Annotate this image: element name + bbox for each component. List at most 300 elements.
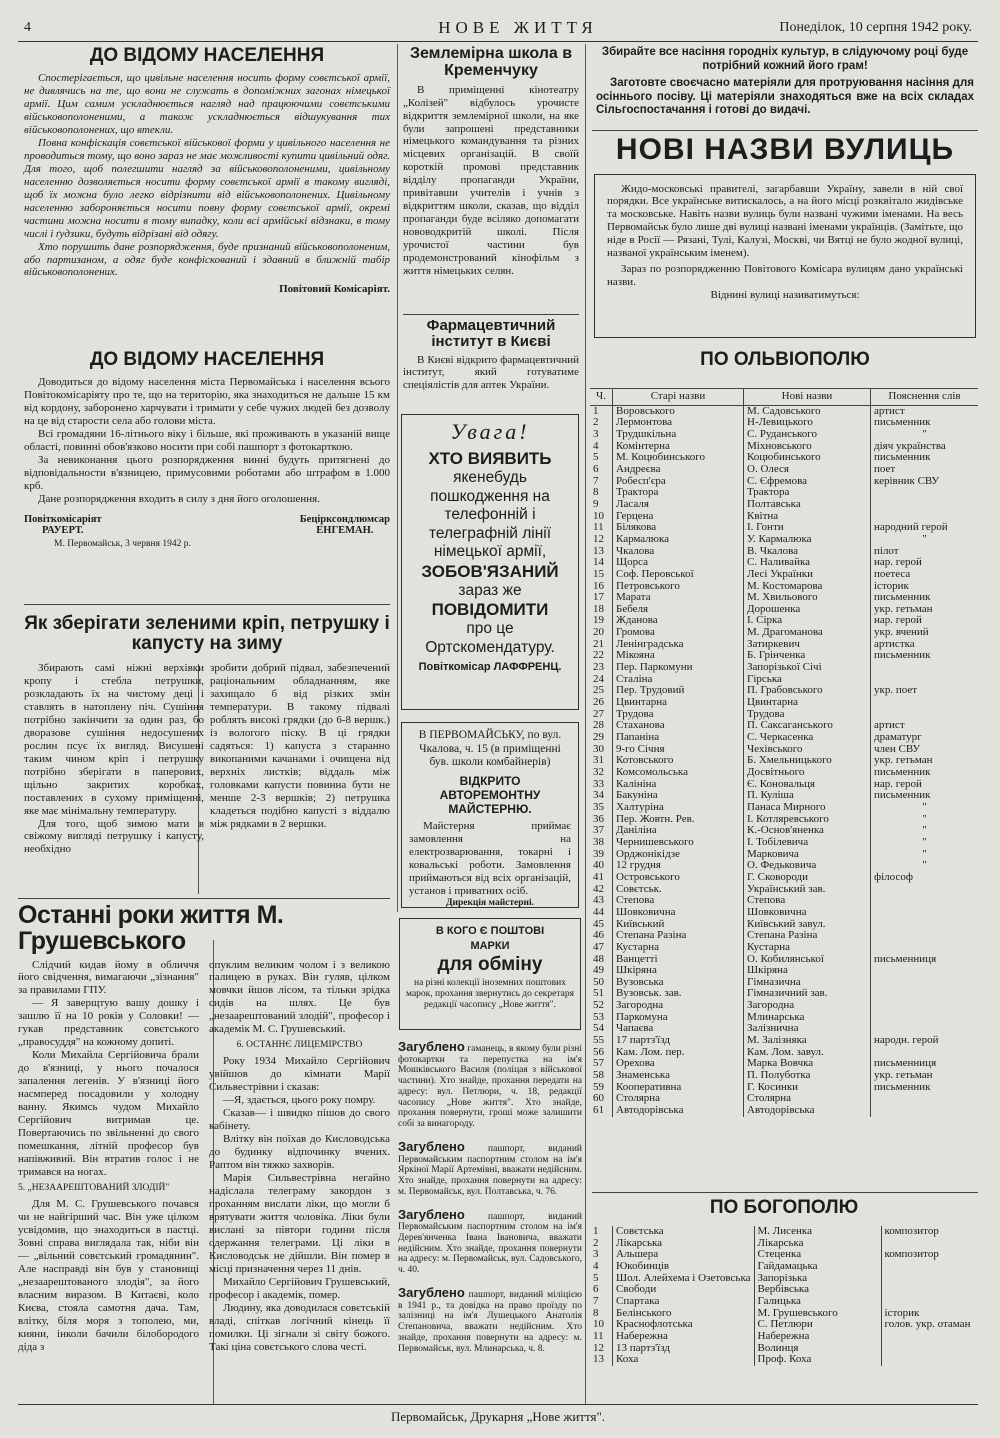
new-name: П. Грабовського <box>744 685 871 697</box>
explanation <box>871 884 979 896</box>
explanation: нар. герой <box>871 557 979 569</box>
table-row <box>590 487 978 499</box>
row-number: 12 <box>593 533 604 545</box>
explanation <box>871 942 979 954</box>
explanation <box>871 1047 979 1059</box>
paragraph: За невиконання цього розпорядження винні будуть притягнені до відповідальности в'язницею, примусовими роботами або штрафом в 1.000 крб. <box>24 453 390 492</box>
explanation <box>881 1354 978 1366</box>
explanation: історик <box>881 1308 978 1320</box>
old-name: 13 партз'їзд <box>613 1343 755 1355</box>
column-header: Ч. <box>590 389 613 406</box>
row-number: 23 <box>593 662 604 674</box>
lost-notice <box>398 1208 582 1276</box>
printer-imprint: Первомайськ, Друкарня „Нове життя". <box>390 1409 606 1424</box>
attention-line: ЗОБОВ'ЯЗАНИЙ <box>421 561 559 581</box>
old-name: Трактора <box>613 487 744 499</box>
old-name: Марата <box>613 592 744 604</box>
table-row <box>590 546 978 558</box>
explanation: " <box>871 802 979 814</box>
row-number: 3 <box>593 428 599 440</box>
paragraph: Сказав— і швидко пішов до свого кабінету. <box>209 1107 390 1133</box>
explanation: поетеса <box>871 569 979 581</box>
paragraph: Повна конфіскація совєтської військової форми у цивільного населення не проводиться тому, що воно зараз не має можливості купити цивільний одяг. Для того, щоб полегшити нагляд за військовополоненими, цивільному населенню дозволяється носити форму совєтської армії в такому вигляді, щоб їх можна було легко відрізнити від військовополонених. Цивільному населенню забороняється носити повну форму совєтської армії, окремі частини можна носити в тому випадку, коли всі армійські відзнаки, в тому числі і ґудзики, будуть відрізані від одягу. <box>24 136 390 240</box>
row-number: 35 <box>593 801 604 813</box>
table-row <box>590 1070 978 1082</box>
old-name: Кустарна <box>613 942 744 954</box>
attention-notice <box>401 414 579 710</box>
row-number: 59 <box>593 1081 604 1093</box>
divider <box>403 314 579 315</box>
table-row <box>590 1047 978 1059</box>
row-number: 3 <box>593 1249 599 1261</box>
notice-border <box>24 350 390 550</box>
new-name: С. Черкасенка <box>744 732 871 744</box>
greens-article <box>24 614 390 856</box>
old-name: Цвинтарна <box>613 697 744 709</box>
new-name: Гірська <box>744 674 871 686</box>
table-row <box>590 977 978 989</box>
new-name: Трактора <box>744 487 871 499</box>
row-number: 4 <box>593 440 599 452</box>
table-row <box>590 1273 978 1285</box>
explanation: письменник <box>871 417 979 429</box>
row-number: 34 <box>593 790 604 802</box>
old-name: Бакуніна <box>613 790 744 802</box>
new-name: С. Петлюри <box>754 1319 881 1331</box>
row-number: 24 <box>593 673 604 685</box>
explanation <box>871 907 979 919</box>
explanation <box>871 919 979 931</box>
new-name: П. Полуботка <box>744 1070 871 1082</box>
explanation: історик <box>871 581 979 593</box>
old-name: 17 партз'їзд <box>613 1035 744 1047</box>
table-row <box>590 464 978 476</box>
explanation: " <box>871 825 979 837</box>
greens-title: Як зберігати зеленими кріп, петрушку і капусту на зиму <box>24 613 390 654</box>
lost-notice <box>398 1286 582 1354</box>
table-row <box>590 662 978 674</box>
pharmacy-institute-title: Фармацевтичний інститут в Києві <box>426 317 556 350</box>
divider <box>592 130 978 131</box>
hrushevsky-title: Останні роки життя М. Грушевського <box>18 901 284 956</box>
new-name: Досвітнього <box>744 767 871 779</box>
table-row <box>590 919 978 931</box>
new-name: М. Садовського <box>744 405 871 417</box>
row-number: 26 <box>593 697 604 709</box>
attention-line: ПОВІДОМИТИ <box>431 599 549 619</box>
olviopol-table-wrap <box>590 388 978 1117</box>
stamps-line: В КОГО Є ПОШТОВІ <box>435 925 545 937</box>
row-number: 61 <box>593 1105 604 1117</box>
old-name: Кооперативна <box>613 1082 744 1094</box>
old-name: Калініна <box>613 779 744 791</box>
column-header: Нові назви <box>744 389 871 406</box>
new-name: Полтавська <box>744 499 871 511</box>
explanation <box>881 1331 978 1343</box>
divider <box>24 604 390 605</box>
old-name: Кам. Лом. пер. <box>613 1047 744 1059</box>
paragraph: Майстерня приймає замовлення на електрозварювання, токарні і ковальські роботи. Замовлення приймаються від всіх організацій, установ і приватних осіб. <box>409 820 571 897</box>
paragraph: Хто порушить дане розпорядження, буде признаний військовополоненим, або партизаном, а одяг буде конфіскований і здавний в ближній табір військовополонених. <box>24 240 390 279</box>
row-number: 28 <box>593 720 604 732</box>
new-name: М. Драгоманова <box>744 627 871 639</box>
explanation: голов. укр. отаман <box>881 1319 978 1331</box>
row-number: 13 <box>593 545 604 557</box>
new-name: Кам. Лом. завул. <box>744 1047 871 1059</box>
explanation: письменник <box>871 650 979 662</box>
table-row <box>590 779 978 791</box>
old-name: Мікояна <box>613 650 744 662</box>
row-number: 52 <box>593 1000 604 1012</box>
explanation <box>881 1296 978 1308</box>
table-row <box>590 1319 978 1331</box>
old-name: Кармалюка <box>613 534 744 546</box>
paragraph: Зараз по розпорядженню Повітового Комісара вулицям дано українські назви. <box>607 263 963 289</box>
explanation: член СВУ <box>871 744 979 756</box>
paragraph: — Я заверщтую вашу дошку і зашлю її на 10 років у Соловки! — гукав представник совєтського „правосуддя" на кожному допиті. <box>18 997 199 1049</box>
signature-name: ЕНГЕМАН. <box>316 524 374 536</box>
row-number: 2 <box>593 417 599 429</box>
row-number: 1 <box>593 1226 599 1237</box>
table-row <box>590 650 978 662</box>
bohopol-streets-table <box>590 1226 978 1366</box>
new-name: Набережна <box>754 1331 881 1343</box>
row-number: 1 <box>593 405 599 417</box>
new-name: Квітна <box>744 511 871 523</box>
paragraph: Для того, щоб зимою мати в свіжому вигляді петрушку і капусту, необхідно <box>24 817 204 856</box>
old-name: Альшера <box>613 1249 755 1261</box>
old-name: Набережна <box>613 1331 755 1343</box>
paragraph: Коли Михайла Сергійовича брали до в'язниці, у нього почалося запалення легенів. У в'язниці його насмперед посадовили у холодну ванну. Якимсь чудом Михайло Сергійович витримав це. Повертаючись по звільненні до свого помешкання, літній професор був напівживий. Він втратив голос і не тримався на ногах. <box>18 1049 199 1178</box>
new-name: Б. Грінченка <box>744 650 871 662</box>
paragraph: Людину, яка доводилася совєтській владі, спіткав логічний кінець її помилки. Ці зігнали зі світу божого. Такі ціна совєтського слова честі. <box>209 1301 390 1353</box>
paragraph: Дане розпорядження входить в силу з дня його оголошення. <box>38 492 320 505</box>
explanation <box>871 1000 979 1012</box>
attention-line: якенебудь пошкодження на телефонній і телеграфній лінії німецької армії, <box>428 469 552 561</box>
pharmacy-institute-article <box>403 318 579 392</box>
olviopol-streets-table <box>590 388 978 1117</box>
row-number: 9 <box>593 498 599 510</box>
new-name: С. Єфремова <box>744 476 871 488</box>
new-name: Шовковична <box>744 907 871 919</box>
table-row <box>590 837 978 849</box>
row-number: 16 <box>593 580 604 592</box>
row-number: 43 <box>593 895 604 907</box>
table-row <box>590 557 978 569</box>
section-bohopol-title: ПО БОГОПОЛЮ <box>709 1197 859 1218</box>
table-row <box>590 405 978 417</box>
stamps-line: для обміну <box>437 954 543 975</box>
table-row <box>590 755 978 767</box>
old-name: Шол. Алейхема і Озетовська <box>613 1273 755 1285</box>
table-row <box>590 790 978 802</box>
row-number: 21 <box>593 638 604 650</box>
new-name: Коцюбинського <box>744 452 871 464</box>
table-row <box>590 1284 978 1296</box>
row-number: 33 <box>593 778 604 790</box>
row-number: 4 <box>593 1260 599 1272</box>
paragraph: В приміщенні кінотеатру „Колізей" відбулось урочисте відкриття землемірної школи, на яке були запрошені представники німецького командування та різних місцевих організацій. В своїй короткій промові представник відділу пропаганди України, привітавши учителів і учнів з відкриттям школи, сказав, що відділ пропаганди буде всіляко допомагати нововодкритій школі. Після урочистої частини був продемонстрований кінофільм з життя німецьких селян. <box>403 83 579 278</box>
divider <box>592 1192 978 1193</box>
row-number: 8 <box>593 1307 599 1319</box>
column-rule <box>397 44 398 912</box>
explanation: " <box>871 534 979 546</box>
new-name: К.-Основ'яненка <box>744 825 871 837</box>
old-name: Островського <box>613 872 744 884</box>
new-name: Степана Разіна <box>744 930 871 942</box>
old-name: М. Коцюбинського <box>613 452 744 464</box>
old-name: Знаменська <box>613 1070 744 1082</box>
old-name: Воровського <box>613 405 744 417</box>
table-row <box>590 452 978 464</box>
table-row <box>590 814 978 826</box>
new-name: Гімназична <box>744 977 871 989</box>
row-number: 25 <box>593 685 604 697</box>
row-number: 40 <box>593 860 604 872</box>
table-row <box>590 441 978 453</box>
explanation: керівник СВУ <box>871 476 979 488</box>
explanation: укр. гетьман <box>871 755 979 767</box>
table-row <box>590 1093 978 1105</box>
row-number: 32 <box>593 767 604 778</box>
new-name: Столярна <box>744 1093 871 1105</box>
column-header: Старі назви <box>613 389 744 406</box>
new-name: Запорізька <box>754 1273 881 1285</box>
new-name: І. Тобілевича <box>744 837 871 849</box>
old-name: Київський <box>613 919 744 931</box>
new-name: Цвинтарна <box>744 697 871 709</box>
lost-text: пашпорт, виданий Первомайським паспортним столом на ім'я Яркіної Марії Артемівні, вважати недійсним. Хто знайде, прохання повернути на адресу: м. Первомайськ, вул. Полтавська, ч. 76. <box>398 1143 583 1197</box>
attention-title: Увага! <box>450 419 530 444</box>
explanation: " <box>871 837 979 849</box>
newspaper-title: НОВЕ ЖИТТЯ <box>438 18 598 37</box>
row-number: 10 <box>593 510 604 522</box>
row-number: 45 <box>593 918 604 930</box>
old-name: Ласаля <box>613 499 744 511</box>
new-name: Трудова <box>744 709 871 721</box>
table-row <box>590 872 978 884</box>
table-row <box>590 639 978 651</box>
table-row <box>590 907 978 919</box>
old-name: Загородна <box>613 1000 744 1012</box>
explanation: композитор <box>881 1249 978 1261</box>
old-name: Чернишевського <box>613 837 744 849</box>
hrushevsky-article <box>18 902 390 1354</box>
old-name: Чкалова <box>613 546 744 558</box>
table-row <box>590 954 978 966</box>
old-name: Комінтерна <box>613 441 744 453</box>
explanation: " <box>871 860 979 872</box>
stamps-ad <box>399 918 581 1030</box>
table-row <box>590 720 978 732</box>
row-number: 29 <box>593 732 604 744</box>
table-row <box>590 499 978 511</box>
attention-line: ХТО ВИЯВИТЬ <box>428 449 552 468</box>
lost-head: Загублено <box>398 1138 465 1154</box>
old-name: Котовського <box>613 755 744 767</box>
old-name: Лермонтова <box>613 417 744 429</box>
masthead <box>18 14 978 42</box>
old-name: Вузовськ. зав. <box>613 988 744 1000</box>
old-name: Лікарська <box>613 1238 755 1250</box>
lost-head: Загублено <box>398 1206 465 1222</box>
explanation <box>871 511 979 523</box>
issue-date: Понеділок, 10 серпня 1942 року. <box>779 20 972 35</box>
new-name: Вербівська <box>754 1284 881 1296</box>
explanation <box>871 1093 979 1105</box>
table-row <box>590 511 978 523</box>
old-name: Совєтська <box>613 1226 755 1238</box>
explanation: народн. герой <box>871 1035 979 1047</box>
old-name: Андреєва <box>613 464 744 476</box>
explanation: " <box>871 429 979 441</box>
old-name: Спартака <box>613 1296 755 1308</box>
notice-forms <box>24 46 390 296</box>
row-number: 47 <box>593 941 604 953</box>
table-row <box>590 615 978 627</box>
seeds-notice <box>596 46 974 118</box>
table-row <box>590 674 978 686</box>
new-name: О. Федьковича <box>744 860 871 872</box>
row-number: 56 <box>593 1046 604 1058</box>
old-name: Совєтськ. <box>613 884 744 896</box>
old-name: Петровського <box>613 581 744 593</box>
notice-forms-title: ДО ВІДОМУ НАСЕЛЕННЯ <box>89 45 325 66</box>
lost-text: пашпорт, виданий міліцією в 1941 р., та довідка на право проїзду по залізниці на ім'я Лушецького Анатолія Степановича, вважати недійсним. Хто знайде, прохання повернути на адресу: м. Первомайськ, вул. Млинарська, ч. 8. <box>398 1289 583 1354</box>
new-name: П. Саксаганського <box>744 720 871 732</box>
row-number: 55 <box>593 1035 604 1047</box>
lost-head: Загублено <box>398 1039 465 1054</box>
new-name: Чехівського <box>744 744 871 756</box>
notice-border-title: ДО ВІДОМУ НАСЕЛЕННЯ <box>89 349 325 370</box>
row-number: 57 <box>593 1058 604 1070</box>
old-name: 9-го Січня <box>613 744 744 756</box>
row-number: 54 <box>593 1023 604 1035</box>
paragraph: Віднині вулиці називатимуться: <box>710 289 860 302</box>
explanation: філософ <box>871 872 979 884</box>
row-number: 46 <box>593 930 604 942</box>
subheading: 6. ОСТАННЄ ЛИЦЕМІРСТВО <box>236 1040 363 1051</box>
old-name: Пер. Трудовий <box>613 685 744 697</box>
table-row <box>590 895 978 907</box>
row-number: 42 <box>593 883 604 895</box>
explanation <box>871 499 979 511</box>
old-name: Паркомуна <box>613 1012 744 1024</box>
table-row <box>590 1343 978 1355</box>
row-number: 13 <box>593 1354 604 1366</box>
old-name: Белінського <box>613 1308 755 1320</box>
old-name: Робесп'єра <box>613 476 744 488</box>
row-number: 27 <box>593 708 604 720</box>
explanation: письменник <box>871 1082 979 1094</box>
old-name: Комсомольська <box>613 767 744 779</box>
table-row <box>590 860 978 872</box>
row-number: 6 <box>593 1284 599 1296</box>
explanation <box>871 977 979 989</box>
explanation: народний герой <box>871 522 979 534</box>
new-name: Лікарська <box>754 1238 881 1250</box>
explanation <box>871 487 979 499</box>
explanation: письменник <box>871 790 979 802</box>
paragraph: Для М. С. Грушевського почався чи не найгірший час. Він уже цілком усвідомив, що знаходиться в пастці. Зовні справа виглядала так, ніби він — „вільний совєтський громадянин". Але насправді він був у становищі „незаарештованого злодія", за його власним виразом. В Китаєві, коло Києва, стояла самотня дача. Там, влітку, біля моря з тополею, ми, кияни, інколи бачили білобородого діда з <box>18 1197 199 1353</box>
page-number: 4 <box>24 20 31 35</box>
table-row <box>590 732 978 744</box>
old-name: Герцена <box>613 511 744 523</box>
new-name: І. Котляревського <box>744 814 871 826</box>
table-row <box>590 1296 978 1308</box>
row-number: 31 <box>593 755 604 767</box>
old-name: Жданова <box>613 615 744 627</box>
notice-forms-signature: Повітовий Комісаріят. <box>279 283 390 296</box>
old-name: Коха <box>613 1354 755 1366</box>
old-name: Папаніна <box>613 732 744 744</box>
survey-school-title: Землемірна школа в Кременчуку <box>409 45 573 79</box>
table-row <box>590 1226 978 1238</box>
paragraph: Доводиться до відому населення міста Первомайська і населення всього Повітокомісаріяту про те, що на територію, яка знаходиться не дальше 15 км від кордону, заборонено харчувати і тримати у себе чужих людей без дозволу на це від старости села або голови міста. <box>24 375 390 427</box>
divider <box>18 898 390 899</box>
new-name: У. Кармалюка <box>744 534 871 546</box>
row-number: 41 <box>593 871 604 883</box>
old-name: Трудшкільна <box>613 429 744 441</box>
old-name: Халтуріна <box>613 802 744 814</box>
old-name: Степана Разіна <box>613 930 744 942</box>
new-name: Затиркевич <box>744 639 871 651</box>
table-row <box>590 802 978 814</box>
new-name: Степова <box>744 895 871 907</box>
attention-line: про це Ортскомендатуру. <box>425 619 555 656</box>
row-number: 14 <box>593 557 604 569</box>
new-name: Б. Хмельницького <box>744 755 871 767</box>
row-number: 51 <box>593 988 604 1000</box>
table-row <box>590 534 978 546</box>
paragraph: Марія Сильвестрівна негайно надіслала телеграму закордон з проханням вислати ліки, що могли б врятувати життя чоловіка. Ліки були вислані за півтори години після одержання телеграми. Ці ліки в Кисловодськ не дійшли. Він помер в місці призначення через 11 днів. <box>209 1171 390 1275</box>
paragraph: Року 1934 Михайло Сергійович увійшов до кімнати Марії Сильвестрівни і сказав: <box>209 1055 390 1094</box>
table-row <box>590 965 978 977</box>
row-number: 37 <box>593 825 604 837</box>
table-row <box>590 685 978 697</box>
row-number: 36 <box>593 813 604 825</box>
new-name: Марковича <box>744 849 871 861</box>
old-name: Трудова <box>613 709 744 721</box>
new-name: Лесі Українки <box>744 569 871 581</box>
column-rule <box>585 44 586 1404</box>
table-row <box>590 1082 978 1094</box>
explanation: поет <box>871 464 979 476</box>
row-number: 50 <box>593 976 604 988</box>
row-number: 53 <box>593 1011 604 1023</box>
attention-line: зараз же <box>458 581 522 599</box>
explanation: артист <box>871 405 979 417</box>
table-row <box>590 988 978 1000</box>
new-name: Загородна <box>744 1000 871 1012</box>
explanation: " <box>871 814 979 826</box>
row-number: 48 <box>593 953 604 965</box>
table-row <box>590 942 978 954</box>
explanation: діяч українства <box>871 441 979 453</box>
new-name: С. Наливайка <box>744 557 871 569</box>
row-number: 8 <box>593 487 599 499</box>
table-row <box>590 1058 978 1070</box>
lost-items <box>398 1040 582 1354</box>
column-header: Пояснення слів <box>871 389 979 406</box>
explanation: письменник <box>871 767 979 779</box>
paragraph: Слідчий кидав йому в обличчя його свідчення, вимагаючи „зізнання" за правилами ГПУ. <box>18 958 199 997</box>
paragraph: Влітку він поїхав до Кисловодська до будинку відпочинку вчених. Раптом він тяжко захворів. <box>209 1133 390 1171</box>
new-name: С. Руданського <box>744 429 871 441</box>
table-row <box>590 1023 978 1035</box>
explanation: укр. гетьман <box>871 1070 979 1082</box>
subheading: 5. „НЕЗААРЕШТОВАНИЙ ЗЛОДІЙ" <box>18 1182 170 1193</box>
